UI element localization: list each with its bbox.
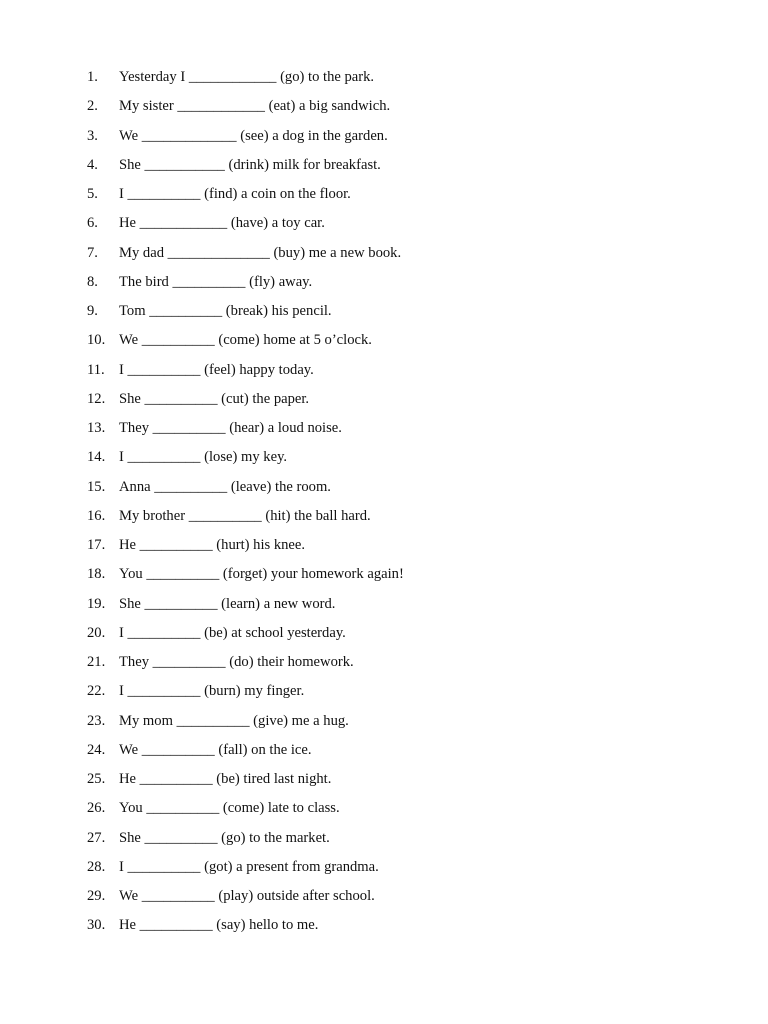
exercise-sentence: My dad ______________ (buy) me a new book. bbox=[119, 244, 402, 261]
exercise-sentence: I __________ (be) at school yesterday. bbox=[119, 624, 346, 641]
exercise-number: 6. bbox=[87, 215, 98, 232]
exercise-number: 11. bbox=[87, 361, 105, 378]
exercise-sentence: She __________ (cut) the paper. bbox=[119, 390, 310, 407]
exercise-number: 8. bbox=[87, 273, 98, 290]
exercise-sentence: Yesterday I ____________ (go) to the park. bbox=[119, 69, 375, 85]
exercise-sentence: She __________ (go) to the market. bbox=[119, 829, 330, 846]
exercise-number: 17. bbox=[87, 537, 106, 553]
exercise-number: 23. bbox=[87, 712, 106, 729]
exercise-sentence: He __________ (hurt) his knee. bbox=[119, 537, 306, 553]
exercise-sentence: He __________ (be) tired last night. bbox=[119, 771, 332, 787]
exercise-number: 15. bbox=[87, 478, 106, 495]
exercise-number: 18. bbox=[87, 566, 106, 583]
exercise-sentence: I __________ (feel) happy today. bbox=[119, 361, 314, 378]
exercise-sentence: We __________ (fall) on the ice. bbox=[119, 741, 312, 758]
exercise-number: 28. bbox=[87, 858, 106, 875]
exercise-number: 1. bbox=[87, 69, 98, 85]
exercise-sentence: I __________ (lose) my key. bbox=[119, 449, 288, 466]
exercise-sentence: She __________ (learn) a new word. bbox=[119, 595, 336, 612]
exercise-sentence: They __________ (hear) a loud noise. bbox=[119, 420, 342, 436]
exercise-sentence: You __________ (come) late to class. bbox=[119, 800, 340, 817]
exercise-sentence: They __________ (do) their homework. bbox=[119, 654, 354, 670]
exercise-sentence: I __________ (got) a present from grandma. bbox=[119, 858, 379, 875]
exercise-sentence: He ____________ (have) a toy car. bbox=[119, 215, 325, 232]
exercise-number: 27. bbox=[87, 829, 106, 846]
exercise-sentence: My brother __________ (hit) the ball hard. bbox=[119, 507, 371, 524]
exercise-sentence: My sister ____________ (eat) a big sandwich. bbox=[119, 98, 391, 115]
exercise-sentence: Tom __________ (break) his pencil. bbox=[119, 303, 332, 319]
exercise-number: 5. bbox=[87, 186, 98, 202]
exercise-sentence: She ___________ (drink) milk for breakfast. bbox=[119, 156, 381, 173]
exercise-number: 24. bbox=[87, 741, 106, 758]
exercise-number: 4. bbox=[87, 156, 98, 173]
exercise-sentence: We __________ (play) outside after school. bbox=[119, 888, 375, 904]
exercise-sentence: The bird __________ (fly) away. bbox=[119, 273, 313, 290]
exercise-sentence: Anna __________ (leave) the room. bbox=[119, 478, 331, 495]
exercise-sentence: We _____________ (see) a dog in the garden. bbox=[119, 127, 388, 144]
exercise-number: 25. bbox=[87, 771, 106, 787]
exercise-sentence: You __________ (forget) your homework again! bbox=[119, 566, 404, 583]
exercise-sentence: We __________ (come) home at 5 o’clock. bbox=[119, 332, 372, 349]
exercise-number: 19. bbox=[87, 595, 106, 612]
exercise-number: 3. bbox=[87, 127, 98, 144]
exercise-number: 12. bbox=[87, 390, 106, 407]
exercise-number: 21. bbox=[87, 654, 106, 670]
exercise-number: 10. bbox=[87, 332, 106, 349]
exercise-sentence: I __________ (burn) my finger. bbox=[119, 683, 305, 700]
exercise-number: 16. bbox=[87, 507, 106, 524]
exercise-sentence: My mom __________ (give) me a hug. bbox=[119, 712, 349, 729]
exercise-number: 29. bbox=[87, 888, 106, 904]
exercise-number: 13. bbox=[87, 420, 106, 436]
exercise-number: 14. bbox=[87, 449, 106, 466]
exercise-number: 22. bbox=[87, 683, 106, 700]
exercise-sentence: He __________ (say) hello to me. bbox=[119, 917, 319, 934]
exercise-number: 7. bbox=[87, 244, 98, 261]
exercise-number: 2. bbox=[87, 98, 98, 115]
exercise-number: 20. bbox=[87, 624, 106, 641]
exercise-number: 9. bbox=[87, 303, 98, 319]
exercise-sentence: I __________ (find) a coin on the floor. bbox=[119, 186, 351, 202]
exercise-number: 30. bbox=[87, 917, 106, 934]
exercise-number: 26. bbox=[87, 800, 106, 817]
